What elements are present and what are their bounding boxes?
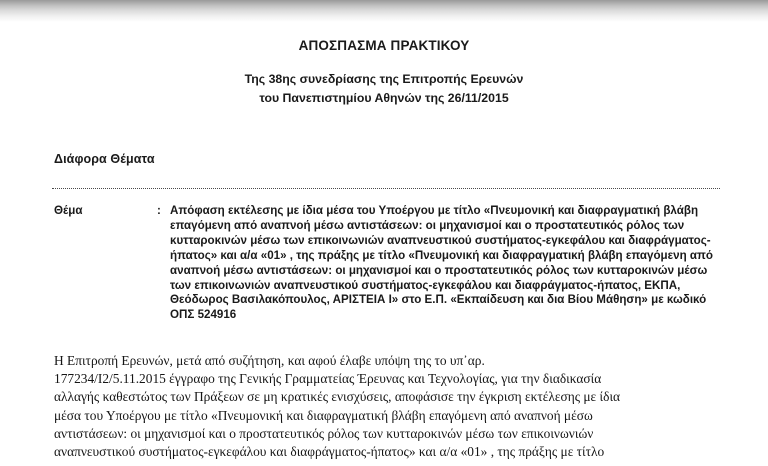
- document-subtitle-line-2: του Πανεπιστημίου Αθηνών της 26/11/2015: [259, 91, 509, 105]
- dotted-separator: [52, 188, 720, 189]
- document-subtitle: [0, 54, 768, 108]
- decision-body-paragraph: [54, 352, 718, 461]
- body-line: αλλαγής καθεστώτος των Πράξεων σε μη κρατικές ενισχύσεις, αποφάσισε την έγκριση εκτέλεσης με ίδια: [54, 389, 621, 405]
- subject-field-label: Θέμα: [54, 204, 83, 217]
- subject-field-value: Απόφαση εκτέλεσης με ίδια μέσα του Υποέργου με τίτλο «Πνευμονική και διαφραγματική βλάβη επαγόμενη από αναπνοή μέσω αντιστάσεων: οι μηχανισμοί και ο προστατευτικός ρόλος των κυτταροκινών μέσω των επικοινωνιών αναπνευστικού συστήματος-εγκεφάλου και διαφράγματος-ήπατος» και α/α «01» , της πράξης με τίτλο «Πνευμονική και διαφραγματική βλάβη επαγόμενη από αναπνοή μέσω αντιστάσεων: οι μηχανισμοί και ο προστατευτικός ρόλος των κυτταροκινών μέσω των επικοινωνιών αναπνευστικού συστήματος-εγκεφάλου και διαφράγματος-ήπατος, ΕΚΠΑ, Θεόδωρος Βασιλακόπουλος, ΑΡΙΣΤΕΙΑ Ι» στο Ε.Π. «Εκπαίδευση και δια Βίου Μάθηση» με κωδικό ΟΠΣ 524916: [170, 204, 713, 322]
- body-line: Η Επιτροπή Ερευνών, μετά από συζήτηση, και αφού έλαβε υπόψη της το υπ᾽αρ.: [54, 353, 485, 368]
- document-header: [0, 38, 768, 108]
- section-heading-various-topics: Διάφορα Θέματα: [54, 152, 155, 166]
- document-title: ΑΠΟΣΠΑΣΜΑ ΠΡΑΚΤΙΚΟΥ: [298, 38, 470, 53]
- subject-field-separator: :: [157, 204, 161, 217]
- body-line: μέσα του Υποέργου με τίτλο «Πνευμονική και διαφραγματική βλάβη επαγόμενη από αναπνοή μέσω: [54, 407, 593, 423]
- body-line: αντιστάσεων: οι μηχανισμοί και ο προστατευτικός ρόλος των κυτταροκινών μέσω των επικοινωνιών: [54, 425, 594, 441]
- body-line: αναπνευστικού συστήματος-εγκεφάλου και διαφράγματος-ήπατος» και α/α «01» , της πράξης με τίτλο: [54, 444, 605, 460]
- document-subtitle-line-1: Της 38ης συνεδρίασης της Επιτροπής Ερευνών: [244, 72, 524, 86]
- body-line: 177234/Ι2/5.11.2015 έγγραφο της Γενικής Γραμματείας Έρευνας και Τεχνολογίας, για την διαδικασία: [54, 371, 602, 387]
